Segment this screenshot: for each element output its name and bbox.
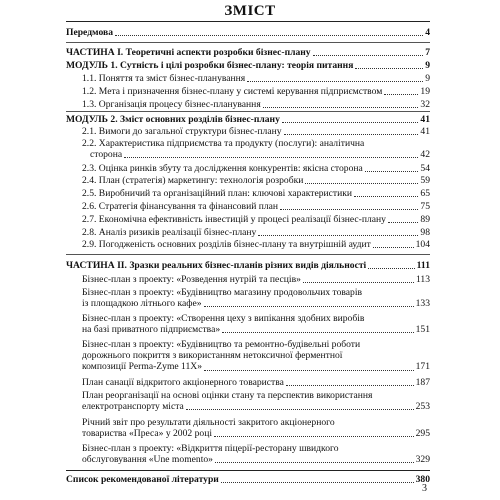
toc-entry-text-line1: Річний звіт про результати діяльності закритого акціонерного — [82, 417, 335, 428]
toc-entry-text: ЧАСТИНА І. Теоретичні аспекти розробки бізнес-плану — [66, 47, 311, 58]
toc-entry-text: 2.7. Економічна ефективність інвестицій у процесі реалізації бізнес-плану — [82, 214, 386, 225]
toc-entry-text: 2.5. Виробничий та організаційний план: ключові характеристики — [82, 188, 353, 199]
top-rule — [66, 21, 430, 22]
toc-entry-text: із площадкою літнього кафе» — [82, 298, 202, 310]
toc-entry-text-line2: дорожнього покриття з використанням нетоксичної ферментної — [82, 350, 343, 362]
toc-entry-page: 54 — [420, 163, 430, 174]
toc-entry-text: 2.8. Аналіз ризиків реалізації бізнес-плану — [82, 227, 257, 238]
toc-entry-page: 187 — [415, 377, 430, 388]
toc-entry-example-5[interactable] — [66, 377, 430, 388]
toc-entry-page: 133 — [415, 298, 430, 310]
toc-entry-2-3[interactable] — [66, 163, 430, 174]
toc-entry-text: Список рекомендованої літератури — [66, 474, 219, 485]
toc-entry-page: 113 — [415, 274, 430, 285]
toc-entry-part-1[interactable] — [66, 42, 430, 58]
toc-entry-text: Передмова — [66, 27, 113, 38]
toc-entry-page: 9 — [425, 60, 430, 71]
toc-entry-text-line1: Бізнес-план з проекту: «Будівництво магазину продовольчих товарів — [82, 287, 363, 298]
toc-entry-example-4[interactable] — [66, 339, 430, 373]
toc-entry-example-7[interactable] — [66, 417, 430, 439]
toc-entry-example-8[interactable] — [66, 443, 430, 465]
toc-entry-example-6[interactable] — [66, 390, 430, 412]
toc-entry-text: План санації відкритого акціонерного товариства — [82, 377, 284, 388]
toc-entry-text-line1: Бізнес-план з проекту: «Створення цеху з випікання здобних виробів — [82, 313, 365, 324]
toc-entry-2-8[interactable] — [66, 227, 430, 238]
toc-entry-page: 295 — [415, 428, 430, 440]
toc-entry-2-5[interactable] — [66, 188, 430, 199]
toc-entry-1-3[interactable] — [66, 99, 430, 110]
toc-entry-text: 2.4. План (стратегія) маркетингу: технологія розробки — [82, 175, 304, 186]
toc-entry-text: Бізнес-план з проекту: «Розведення нутрій та песців» — [82, 274, 301, 285]
toc-entry-text-line1: Бізнес-план з проекту: «Відкриття піцерії-ресторану швидкого — [82, 443, 339, 454]
toc-entry-example-1[interactable] — [66, 274, 430, 285]
toc-entry-text: 2.6. Стратегія фінансування та фінансовий план — [82, 201, 279, 212]
toc-entry-example-2[interactable] — [66, 287, 430, 309]
toc-entry-page: 380 — [415, 474, 430, 485]
toc-entry-page: 329 — [415, 454, 430, 466]
toc-entry-page: 7 — [425, 47, 430, 58]
toc-entry-preface[interactable] — [66, 27, 430, 38]
toc-entry-2-2[interactable] — [66, 138, 430, 160]
toc-entry-2-1[interactable] — [66, 126, 430, 137]
toc-entry-text: МОДУЛЬ 2. Зміст основних розділів бізнес-плану — [66, 114, 280, 125]
toc-entry-text: 1.2. Мета і призначення бізнес-плану у системі керування підприємством — [82, 86, 383, 97]
toc-entry-page: 89 — [420, 214, 430, 225]
toc-entry-literature[interactable] — [66, 470, 430, 485]
toc-entry-text-line1: Бізнес-план з проекту: «Будівництво та ремонтно-будівельні роботи — [82, 339, 361, 350]
toc-entry-text: сторона — [90, 149, 123, 161]
toc-entry-text: ЧАСТИНА ІІ. Зразки реальних бізнес-планів різних видів діяльності — [66, 260, 367, 271]
toc-entry-page: 111 — [416, 260, 430, 271]
toc-entry-text: 2.9. Погодженість основних розділів бізнес-плану та внутрішній аудит — [82, 239, 371, 250]
toc-entry-1-2[interactable] — [66, 86, 430, 97]
toc-entry-text-line1: План реорганізації на основі оцінки стану та перспектив використання — [82, 390, 373, 401]
toc-entry-module-1[interactable] — [66, 60, 430, 71]
toc-entry-text: обслуговування «Une momento» — [82, 454, 213, 466]
toc-entry-page: 19 — [420, 86, 430, 97]
toc-entry-2-9[interactable] — [66, 239, 430, 250]
toc-entry-text: на базі приватного підприємства» — [82, 324, 221, 336]
toc-entry-page: 41 — [420, 126, 430, 137]
toc-entry-text: електротранспорту міста — [82, 401, 184, 413]
toc-entry-page: 171 — [415, 361, 430, 373]
toc-entry-text: 1.1. Поняття та зміст бізнес-планування — [82, 73, 246, 84]
toc-entry-page: 4 — [425, 27, 430, 38]
toc-entry-page: 32 — [420, 99, 430, 110]
toc-entry-text: 2.3. Оцінка ринків збуту та дослідження конкурентів: якісна сторона — [82, 163, 363, 174]
toc-entry-text: 1.3. Організація процесу бізнес-планування — [82, 99, 261, 110]
toc-entry-2-6[interactable] — [66, 201, 430, 212]
page-title: ЗМІСТ — [224, 3, 276, 19]
toc-entry-text-line1: 2.2. Характеристика підприємства та продукту (послуги): аналітична — [82, 138, 365, 149]
toc-entry-page: 41 — [420, 114, 430, 125]
toc-entry-page: 151 — [415, 324, 430, 336]
toc-entry-page: 9 — [425, 73, 430, 84]
toc-entry-part-2[interactable] — [66, 254, 430, 271]
toc-entry-2-7[interactable] — [66, 214, 430, 225]
toc-entry-page: 98 — [420, 227, 430, 238]
toc-entry-text: 2.1. Вимоги до загальної структури бізнес-плану — [82, 126, 282, 137]
toc-entry-text: товариства «Преса» у 2002 році — [82, 428, 212, 440]
toc-entry-2-4[interactable] — [66, 175, 430, 186]
toc-entry-page: 104 — [415, 239, 430, 250]
toc-entry-page: 42 — [420, 149, 430, 161]
toc-entry-page: 65 — [420, 188, 430, 199]
toc-entry-text: композиції Perma-Zyme 11X» — [82, 361, 203, 373]
toc-entry-page: 59 — [420, 175, 430, 186]
page-number: 3 — [422, 483, 427, 494]
toc-entry-1-1[interactable] — [66, 73, 430, 84]
toc-entry-page: 253 — [415, 401, 430, 413]
toc-entry-module-2[interactable] — [66, 111, 430, 125]
toc-entry-page: 75 — [420, 201, 430, 212]
toc-entry-text: МОДУЛЬ 1. Сутність і цілі розробки бізнес-плану: теорія питання — [66, 60, 354, 71]
toc-entry-example-3[interactable] — [66, 313, 430, 335]
bottom-rule — [66, 470, 430, 471]
